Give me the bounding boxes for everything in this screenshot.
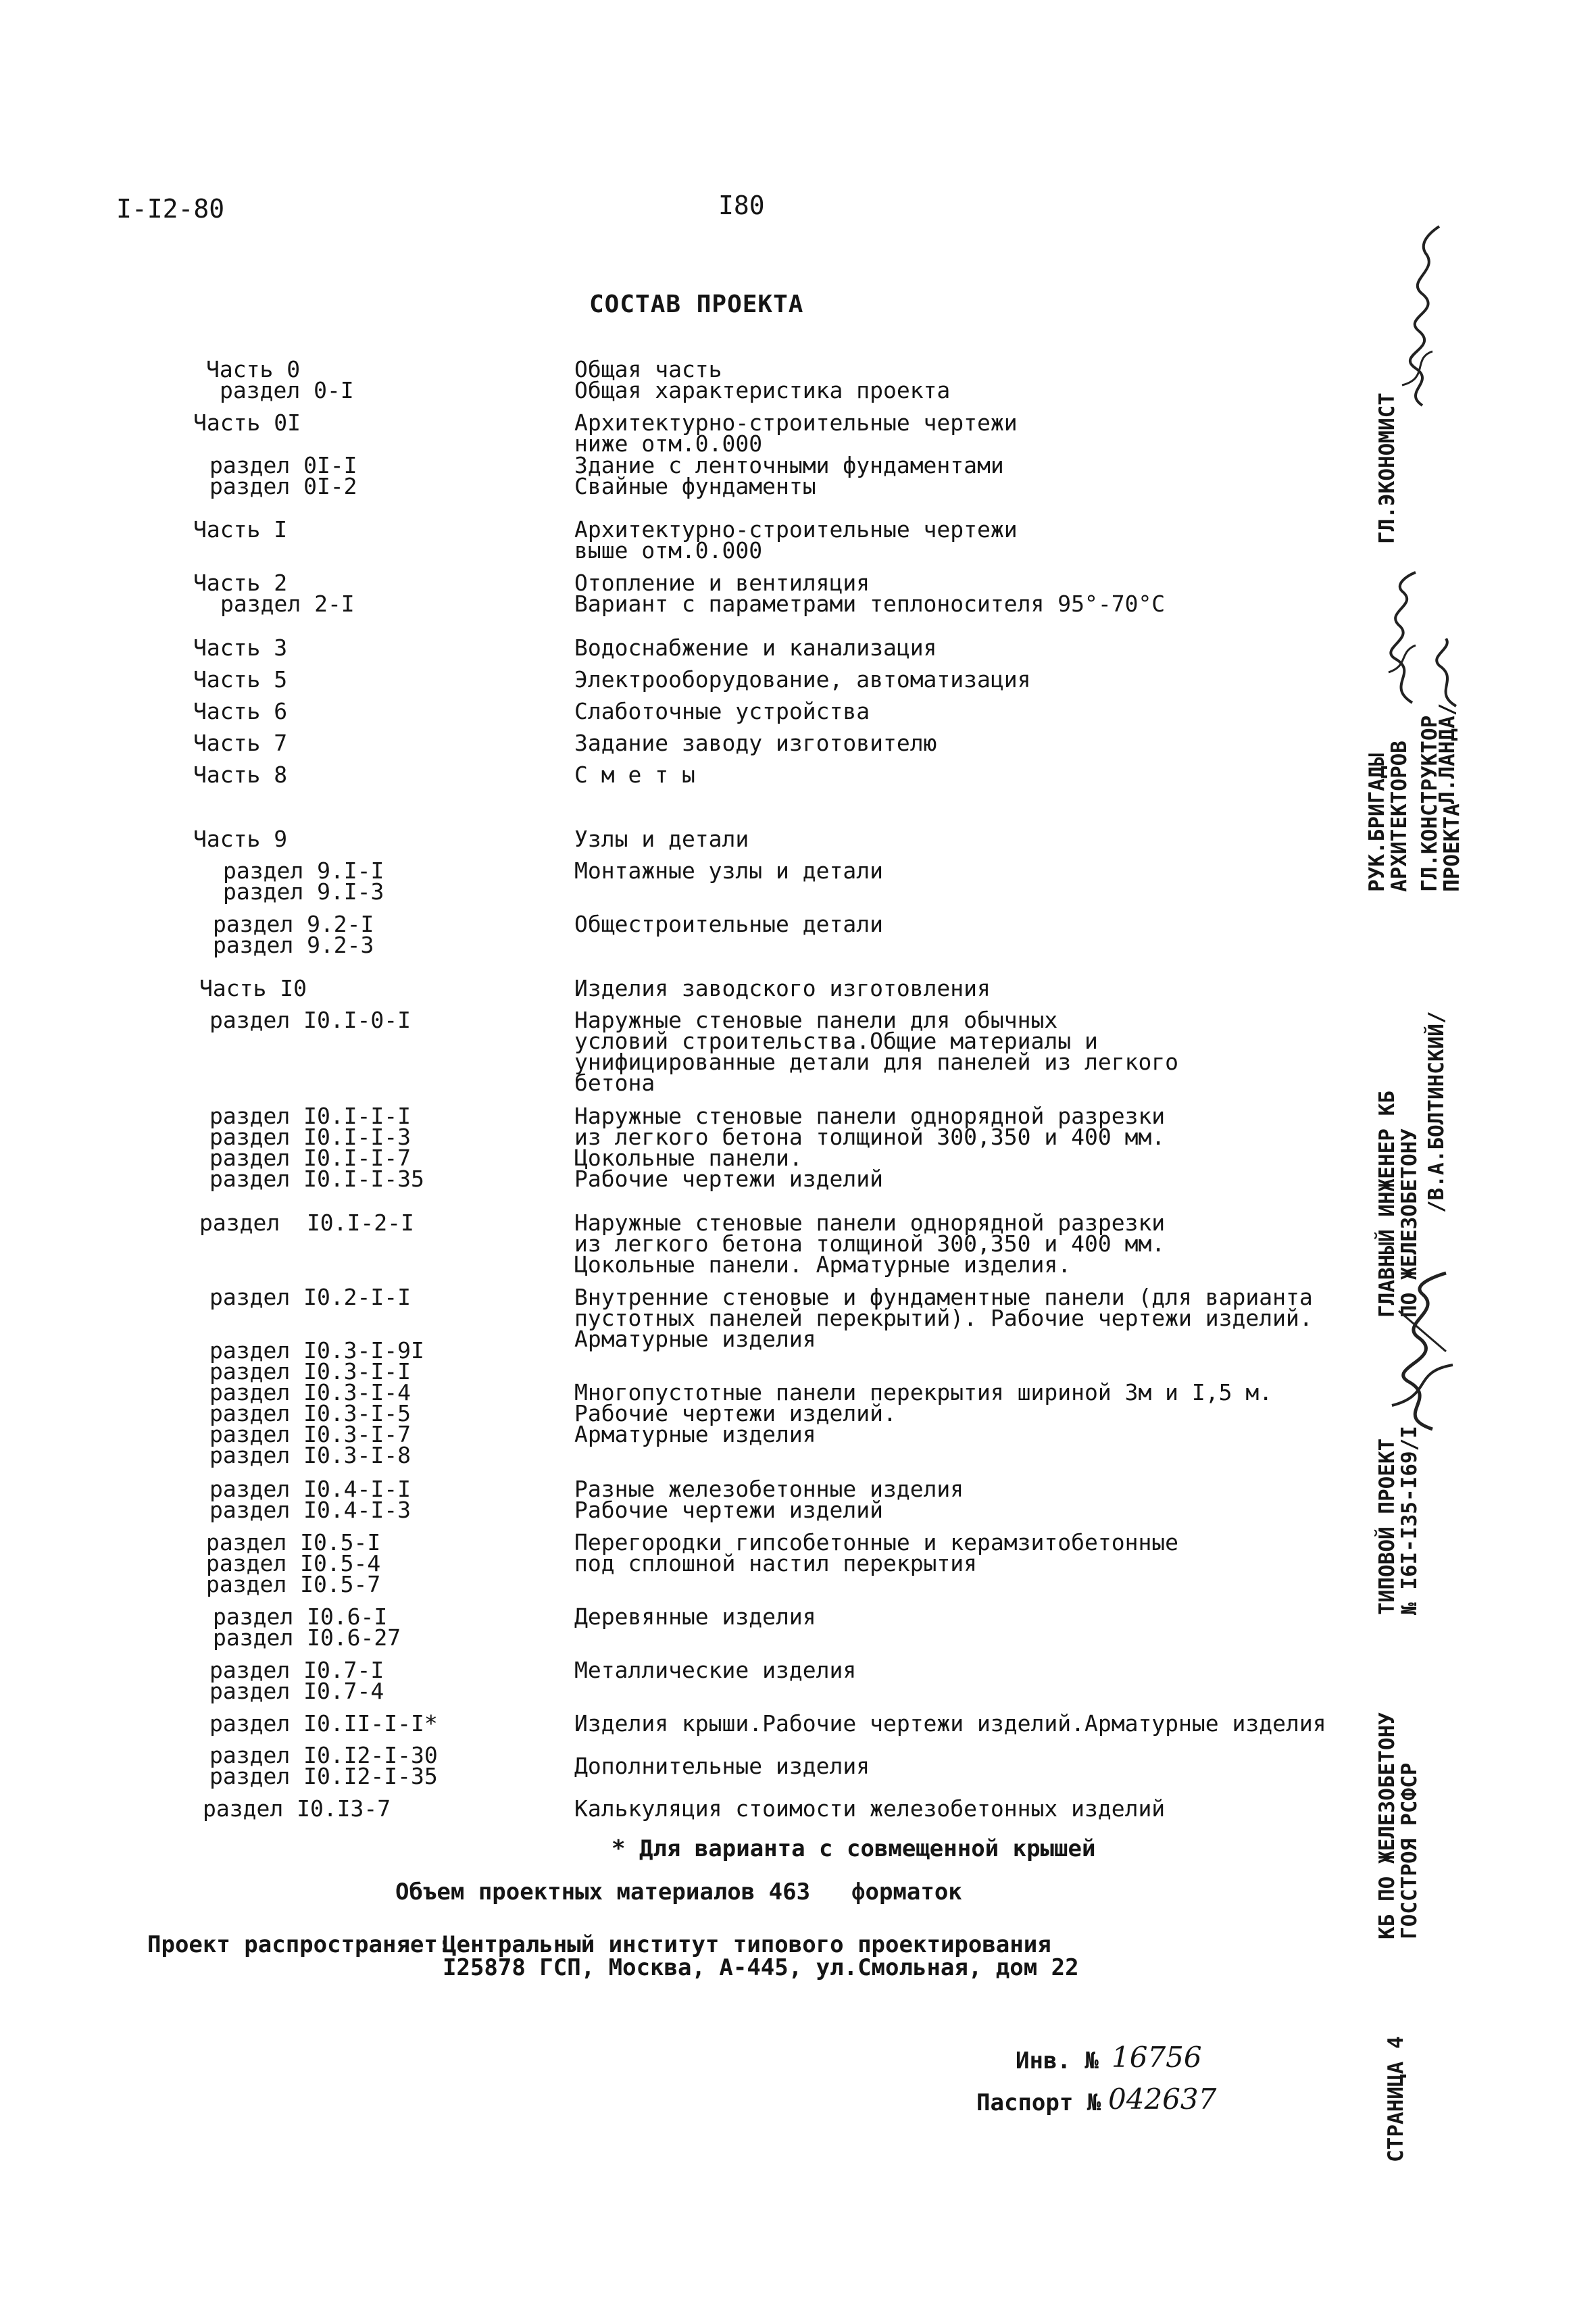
row-label: Часть 7	[193, 730, 288, 756]
row-label: раздел I0.6-I раздел I0.6-27	[213, 1603, 401, 1651]
row-label: раздел I0.3-I-9I раздел I0.3-I-I раздел I0.3-I-4 раздел I0.3-I-5 раздел I0.3-I-7 раздел I0.3-I-8	[209, 1337, 424, 1468]
boltinsky-name: /В.А.БОЛТИНСКИЙ/	[1424, 1011, 1449, 1213]
row-label: Часть 2 раздел 2-I	[193, 570, 355, 617]
row-label: раздел I0.II-I-I*	[209, 1710, 438, 1737]
row-description: Металлические изделия	[574, 1657, 857, 1683]
volume-unit: форматок	[851, 1878, 962, 1906]
row-description: Разные железобетонные изделия Рабочие чертежи изделий	[574, 1476, 964, 1523]
row-label: Часть 9	[193, 826, 288, 852]
inventory-label: Инв. №	[1016, 2047, 1099, 2074]
volume-text: Объем проектных материалов 463	[395, 1878, 811, 1906]
passport-number: 042637	[1108, 2083, 1217, 2116]
row-description: Перегородки гипсобетонные и керамзитобетонные под сплошной настил перекрытия	[574, 1529, 1179, 1576]
row-label: Часть 3	[193, 634, 288, 661]
row-description: Электрооборудование, автоматизация	[574, 666, 1031, 693]
chief-engineer-title: ГЛАВНЫЙ ИНЖЕНЕР КБ ПО ЖЕЛЕЗОБЕТОНУ	[1375, 1091, 1422, 1318]
brigade-leader-title: РУК.БРИГАДЫ АРХИТЕКТОРОВ	[1365, 741, 1412, 892]
row-label: раздел I0.7-I раздел I0.7-4	[209, 1657, 384, 1704]
row-label: Часть 5	[193, 666, 288, 693]
row-description: Изделия крыши.Рабочие чертежи изделий.Арматурные изделия	[574, 1710, 1326, 1737]
row-label: раздел I0.I-2-I	[199, 1210, 414, 1236]
row-description: Наружные стеновые панели однорядной разрезки из легкого бетона толщиной 300,350 и 400 мм. Цокольные панели. Арматурные изделия.	[574, 1210, 1166, 1278]
row-label: Часть 0 раздел 0-I	[206, 356, 354, 403]
chief-engineer-signature-icon	[1372, 1270, 1473, 1433]
chief-constructor-title: ГЛ.КОНСТРУКТОР ПРОЕКТА	[1418, 715, 1464, 892]
row-label: Часть I0	[199, 975, 307, 1001]
page-title: СОСТАВ ПРОЕКТА	[589, 291, 804, 318]
row-description: Наружные стеновые панели для обычных условий строительства.Общие материалы и унифицированные детали для панелей из легкого бетона	[574, 1007, 1179, 1096]
row-description: Архитектурно-строительные чертежи выше отм.0.000	[574, 516, 1018, 564]
row-label: Часть 0I	[193, 409, 301, 436]
brigade-signature-icon	[1372, 571, 1432, 706]
row-label: раздел I0.2-I-I	[209, 1284, 412, 1310]
row-label: Часть 6	[193, 698, 288, 724]
passport-label: Паспорт №	[976, 2089, 1101, 2116]
distributor-name: Центральный институт типового проектирования	[443, 1931, 1051, 1958]
row-label: раздел I0.4-I-I раздел I0.4-I-3	[209, 1476, 412, 1523]
kb-department: КБ ПО ЖЕЛЕЗОБЕТОНУ ГОССТРОЯ РСФСР	[1375, 1712, 1422, 1939]
inventory-number: 16756	[1112, 2041, 1202, 2074]
row-description: Калькуляция стоимости железобетонных изделий	[574, 1795, 1166, 1822]
row-description: Водоснабжение и канализация	[574, 634, 937, 661]
distributor-address: I25878 ГСП, Москва, А-445, ул.Смольная, дом 22	[443, 1954, 1079, 1981]
row-description: Многопустотные панели перекрытия шириной 3м и I,5 м. Рабочие чертежи изделий. Арматурные изделия	[574, 1379, 1273, 1447]
footnote: * Для варианта с совмещенной крышей	[612, 1835, 1096, 1862]
row-description: Дополнительные изделия	[574, 1753, 870, 1779]
row-description: Общестроительные детали	[574, 911, 883, 937]
page-number: I80	[718, 191, 765, 220]
row-label: раздел I0.I-0-I	[209, 1007, 412, 1033]
row-label: раздел I0.I-I-I раздел I0.I-I-3 раздел I0.I-I-7 раздел I0.I-I-35	[209, 1103, 424, 1192]
economist-title: ГЛ.ЭКОНОМИСТ	[1375, 393, 1399, 544]
row-description: Наружные стеновые панели однорядной разрезки из легкого бетона толщиной 300,350 и 400 мм. Цокольные панели. Рабочие чертежи изделий	[574, 1103, 1166, 1192]
row-description: С м е т ы	[574, 762, 695, 788]
row-description: Отопление и вентиляция Вариант с параметрами теплоносителя 95°-70°С	[574, 570, 1166, 617]
document-code: I-I2-80	[116, 194, 225, 224]
sheet-page-label: СТРАНИЦА 4	[1384, 2036, 1408, 2162]
row-description: Общая часть Общая характеристика проекта	[574, 356, 951, 403]
row-description: Узлы и детали	[574, 826, 749, 852]
row-description: Архитектурно-строительные чертежи ниже отм.0.000	[574, 409, 1018, 457]
row-label: раздел I0.I2-I-30 раздел I0.I2-I-35	[209, 1742, 438, 1789]
row-description: Внутренние стеновые и фундаментные панели (для варианта пустотных панелей перекрытий). Рабочие чертежи изделий. Арматурные изделия	[574, 1284, 1313, 1352]
typical-project-number: ТИПОВОЙ ПРОЕКТ № I6I-I35-I69/I	[1375, 1426, 1422, 1615]
row-label: раздел 9.I-I раздел 9.I-3	[223, 857, 384, 905]
row-label: раздел I0.I3-7	[203, 1795, 391, 1822]
row-description: Слаботочные устройства	[574, 698, 870, 724]
row-label: раздел 0I-I раздел 0I-2	[209, 452, 357, 499]
row-description: Монтажные узлы и детали	[574, 857, 883, 884]
landa-signature-icon	[1426, 635, 1466, 710]
row-description: Задание заводу изготовителю	[574, 730, 937, 756]
landa-name: Л.ЛАНДА/	[1435, 703, 1460, 804]
row-label: Часть I	[193, 516, 288, 543]
distributor-label: Проект распространяет:	[147, 1931, 452, 1958]
row-label: Часть 8	[193, 762, 288, 788]
row-description: Изделия заводского изготовления	[574, 975, 991, 1001]
row-label: раздел I0.5-I раздел I0.5-4 раздел I0.5-7	[206, 1529, 381, 1597]
row-description: Здание с ленточными фундаментами Свайные фундаменты	[574, 452, 1004, 499]
row-label: раздел 9.2-I раздел 9.2-3	[213, 911, 374, 958]
economist-signature-icon	[1375, 223, 1463, 412]
row-description: Деревянные изделия	[574, 1603, 816, 1630]
